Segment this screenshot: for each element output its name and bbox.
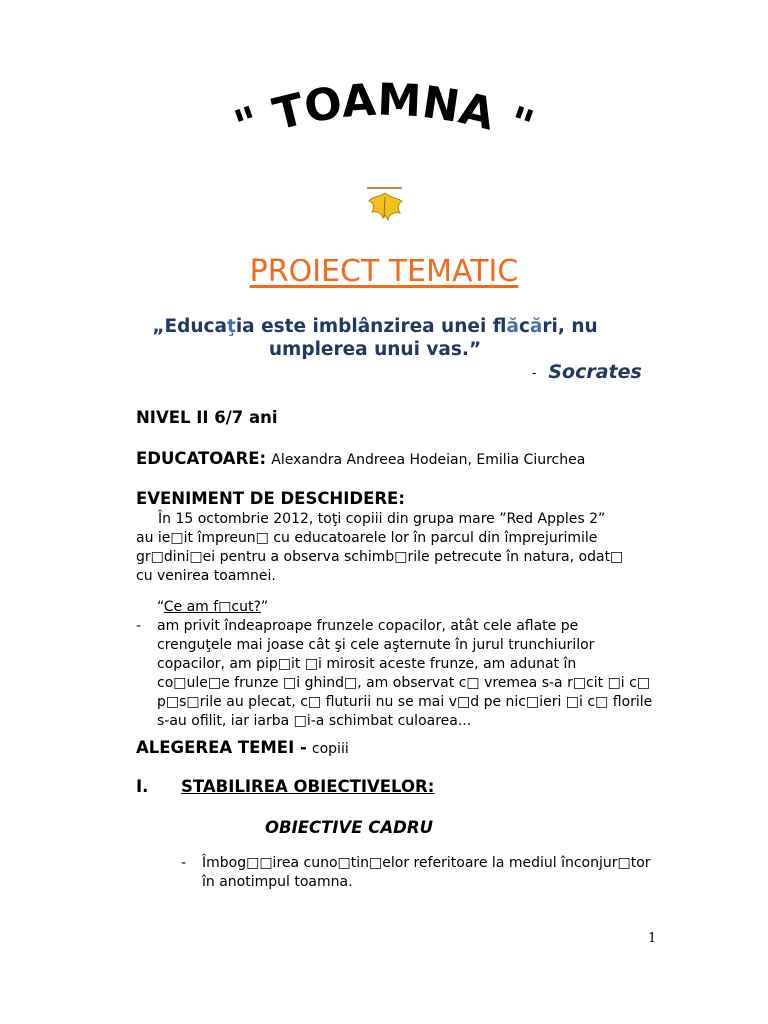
educatoare-line	[136, 449, 585, 470]
page-title: PROIECT TEMATIC	[249, 254, 519, 289]
educatoare-label: EDUCATOARE:	[136, 449, 267, 468]
obiective-cadru-heading: OBIECTIVE CADRU	[265, 818, 433, 837]
alegerea-value: copiii	[311, 741, 349, 757]
wordart-text: " TOAMNA "	[228, 80, 540, 153]
section-number: I.	[136, 777, 149, 796]
alegerea-line	[136, 738, 349, 759]
page-number: 1	[648, 931, 657, 946]
autumn-leaf-icon	[362, 185, 408, 225]
bullet-dash: -	[136, 618, 142, 634]
observatii-list-item: am privit îndeaproape frunzele copacilor, atât cele aflate pe crenguţele mai joase cât şi cele aşternute în jurul trunchiurilor copacilor, am pip□it □i mirosit aceste frunze, am adunat în co□ule□e frunze □i ghind□, am observat c□ vremea s-a r□cit □i c□ p□s□rile au plecat, c□ fluturii nu se mai v□d pe nic□ieri □i c□ florile s-au ofilit, iar iarba □i-a schimbat culoarea...	[157, 618, 653, 729]
quote-author: - Socrates	[532, 361, 642, 383]
ce-am-facut: “Ce am f□cut?”	[157, 599, 269, 615]
svg-text:" TOAMNA "	[228, 80, 540, 153]
obiectiv-list-item: Îmbog□□irea cuno□tin□elor referitoare la mediul înconjur□tor în anotimpul toamna.	[202, 855, 651, 890]
nivel-heading: NIVEL II 6/7 ani	[136, 408, 278, 427]
quote-line-1: „Educaţia este imblânzirea unei flăcări, nu	[152, 316, 598, 337]
eveniment-paragraph: În 15 octombrie 2012, toţi copiii din grupa mare ”Red Apples 2” au ie□it împreun□ cu educatoarele lor în parcul din împrejurimile gr□dini□ei pentru a observa schimb□rile petrecute în natura, odat□ cu venirea toamnei.	[136, 511, 624, 584]
educatoare-names: Alexandra Andreea Hodeian, Emilia Ciurchea	[271, 452, 586, 468]
bullet-dash: -	[181, 855, 187, 871]
wordart-title	[0, 80, 768, 160]
alegerea-label: ALEGEREA TEMEI -	[136, 738, 307, 757]
eveniment-heading: EVENIMENT DE DESCHIDERE:	[136, 489, 405, 508]
quote-line-2: umplerea unui vas.”	[268, 339, 482, 360]
stabilirea-heading: STABILIREA OBIECTIVELOR:	[181, 777, 435, 796]
quote	[120, 315, 630, 361]
